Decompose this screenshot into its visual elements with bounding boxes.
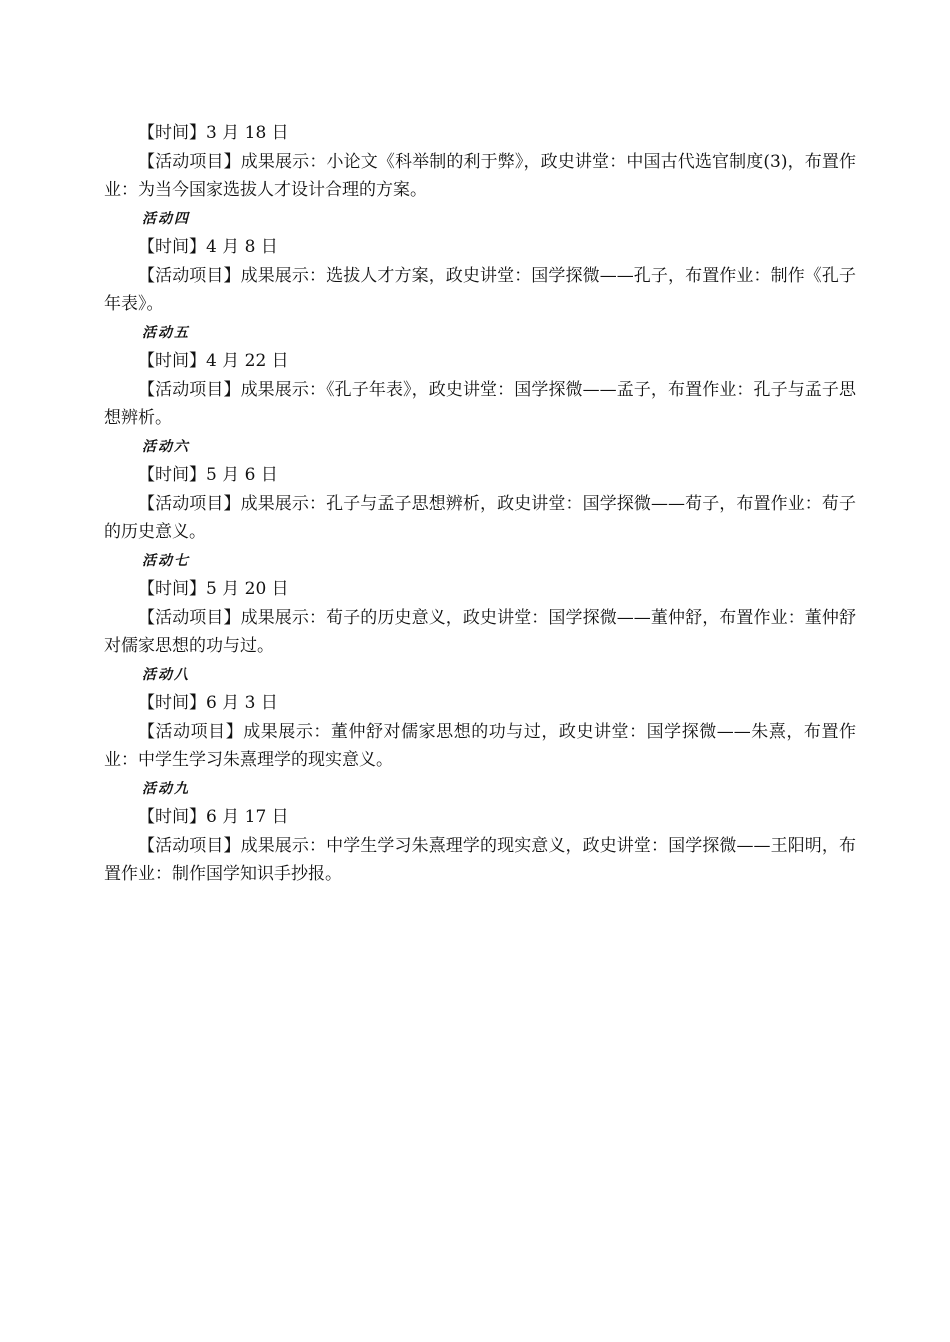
activity-item-paragraph: 【活动项目】成果展示：小论文《科举制的利于弊》，政史讲堂：中国古代选官制度(3)，布置作业：为当今国家选拔人才设计合理的方案。 bbox=[104, 151, 856, 200]
time-line: 【时间】6 月 17 日 bbox=[138, 807, 289, 827]
activity-heading: 活动九 bbox=[142, 780, 190, 797]
activity-heading: 活动四 bbox=[142, 210, 190, 227]
activity-item-paragraph: 【活动项目】成果展示：荀子的历史意义，政史讲堂：国学探微——董仲舒，布置作业：董仲舒对儒家思想的功与过。 bbox=[104, 607, 856, 656]
time-line: 【时间】4 月 8 日 bbox=[138, 237, 278, 257]
time-line: 【时间】4 月 22 日 bbox=[138, 351, 289, 371]
time-line: 【时间】5 月 20 日 bbox=[138, 579, 289, 599]
activity-item-paragraph: 【活动项目】成果展示：选拔人才方案，政史讲堂：国学探微——孔子，布置作业：制作《孔子年表》。 bbox=[104, 265, 856, 314]
activity-heading: 活动五 bbox=[142, 324, 190, 341]
time-line: 【时间】5 月 6 日 bbox=[138, 465, 278, 485]
activity-item-paragraph: 【活动项目】成果展示：董仲舒对儒家思想的功与过，政史讲堂：国学探微——朱熹，布置作业：中学生学习朱熹理学的现实意义。 bbox=[104, 721, 856, 770]
document-body bbox=[104, 119, 856, 889]
activity-item-paragraph: 【活动项目】成果展示：中学生学习朱熹理学的现实意义，政史讲堂：国学探微——王阳明，布置作业：制作国学知识手抄报。 bbox=[104, 835, 856, 884]
time-line: 【时间】6 月 3 日 bbox=[138, 693, 278, 713]
activity-heading: 活动六 bbox=[142, 438, 190, 455]
activity-item-paragraph: 【活动项目】成果展示：孔子与孟子思想辨析，政史讲堂：国学探微——荀子，布置作业：荀子的历史意义。 bbox=[104, 493, 856, 542]
activity-item-paragraph: 【活动项目】成果展示：《孔子年表》，政史讲堂：国学探微——孟子，布置作业：孔子与孟子思想辨析。 bbox=[104, 379, 856, 428]
time-line: 【时间】3 月 18 日 bbox=[138, 123, 289, 143]
activity-heading: 活动七 bbox=[142, 552, 190, 569]
activity-heading: 活动八 bbox=[142, 666, 190, 683]
